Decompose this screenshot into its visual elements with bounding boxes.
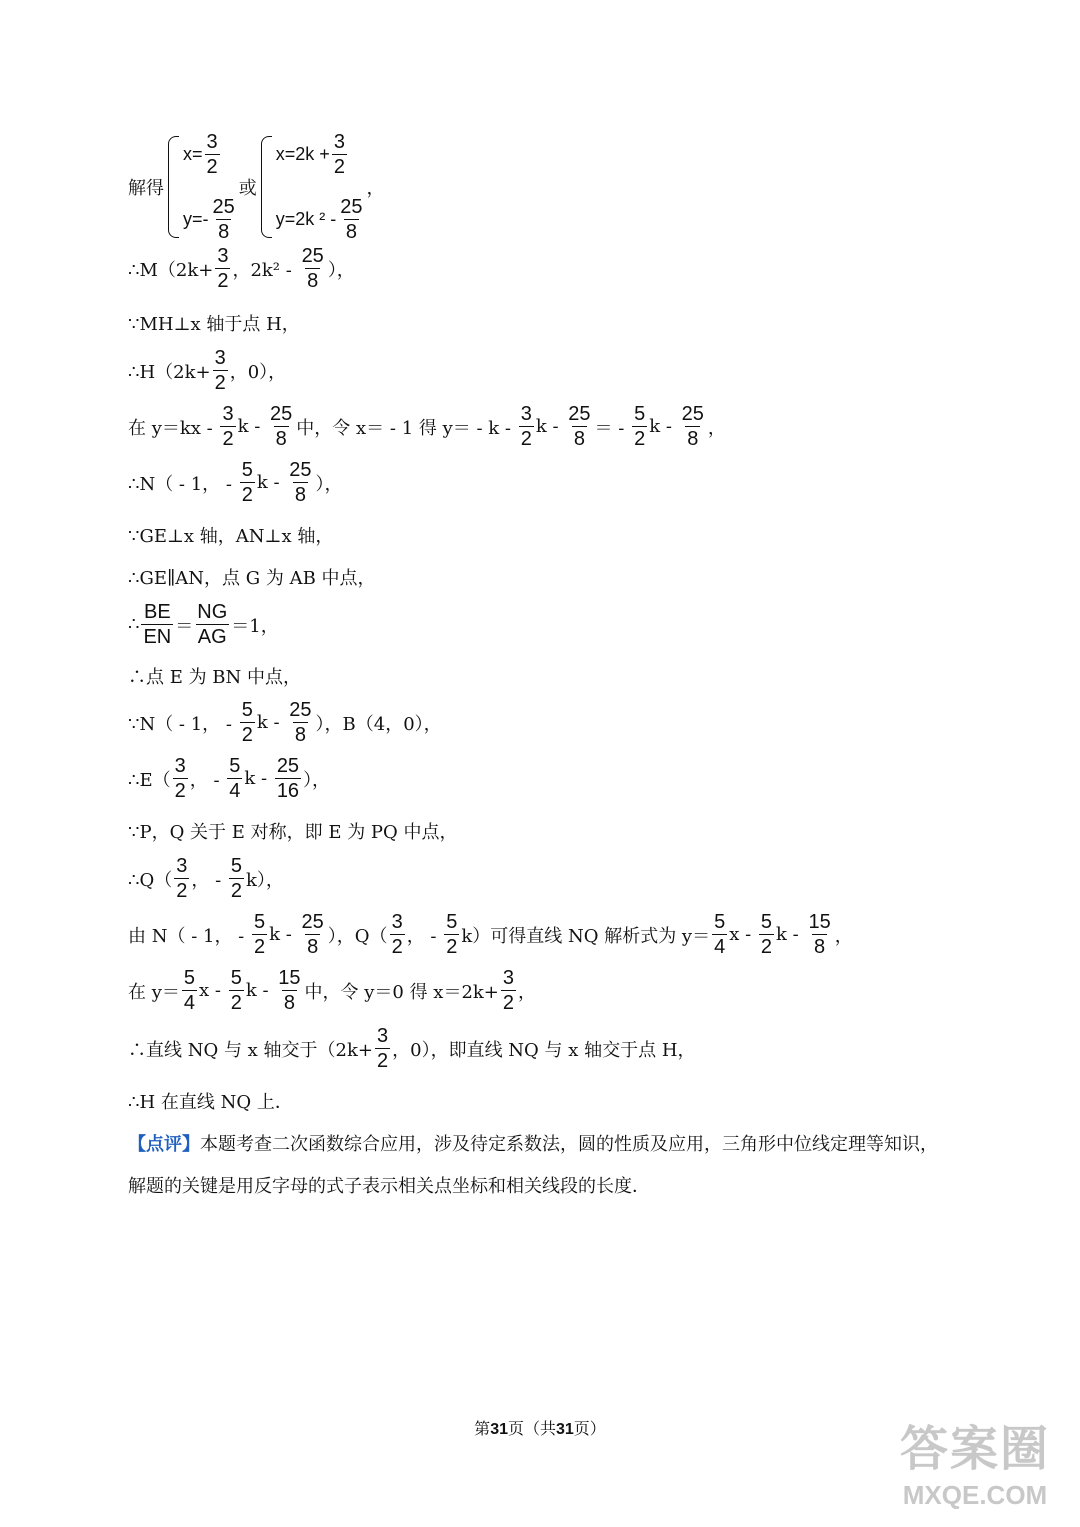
text: ， - bbox=[191, 869, 227, 891]
text: 解得 bbox=[128, 178, 164, 199]
num: 25 bbox=[340, 196, 363, 218]
line-y-kx bbox=[128, 404, 726, 449]
num: 3 bbox=[206, 131, 218, 153]
text: ∴M（2k+ bbox=[128, 259, 214, 281]
line-q bbox=[128, 856, 284, 901]
text: ∵GE⊥x 轴，AN⊥x 轴， bbox=[128, 526, 334, 547]
den: 16 bbox=[276, 780, 300, 802]
den: 8 bbox=[814, 936, 826, 958]
den: 2 bbox=[391, 936, 403, 958]
num: 5 bbox=[760, 911, 773, 933]
num: 25 bbox=[301, 911, 324, 933]
text: k）可得直线 NQ 解析式为 y＝ bbox=[461, 925, 711, 947]
den: AG bbox=[197, 626, 227, 648]
den: 4 bbox=[714, 936, 726, 958]
line-e bbox=[128, 756, 330, 801]
text: ∴ bbox=[128, 614, 140, 635]
text: 解题的关键是用反字母的式子表示相关点坐标和相关线段的长度． bbox=[128, 1176, 650, 1197]
text: x - bbox=[199, 980, 227, 1001]
num: 25 bbox=[212, 196, 235, 218]
text: 中，令 y＝0 得 x＝2k+ bbox=[304, 981, 499, 1003]
den: 8 bbox=[294, 724, 306, 746]
left-brace bbox=[261, 136, 272, 238]
num: 5 bbox=[714, 911, 726, 933]
den: 4 bbox=[183, 992, 196, 1014]
eq-x: x= bbox=[183, 144, 203, 164]
num: 5 bbox=[241, 459, 253, 481]
text: ∴GE∥AN，点 G 为 AB 中点， bbox=[128, 568, 376, 589]
den: 2 bbox=[214, 372, 226, 394]
num: 5 bbox=[241, 699, 253, 721]
num: 3 bbox=[174, 755, 186, 777]
den: 8 bbox=[573, 428, 585, 450]
text: k - bbox=[256, 712, 286, 733]
text: k - bbox=[535, 416, 565, 437]
text: ），Q（ bbox=[327, 925, 388, 947]
comment-line-1 bbox=[128, 1130, 938, 1156]
line-pq bbox=[128, 818, 458, 844]
num: 3 bbox=[391, 911, 403, 933]
text: ＝ - bbox=[594, 417, 631, 439]
num: 5 bbox=[183, 967, 196, 989]
num: 5 bbox=[229, 755, 241, 777]
line-n bbox=[128, 460, 343, 505]
den: 8 bbox=[218, 221, 230, 243]
text: ， bbox=[834, 925, 853, 947]
den: 8 bbox=[307, 936, 319, 958]
num: 3 bbox=[377, 1025, 389, 1047]
watermark-url: MXQE.COM bbox=[902, 1480, 1048, 1510]
line-parallel bbox=[128, 564, 376, 590]
line-conclusion bbox=[128, 1088, 293, 1114]
text: 第 bbox=[474, 1419, 491, 1438]
text: ＝ bbox=[175, 615, 194, 637]
num: 25 bbox=[681, 403, 704, 425]
den: 8 bbox=[283, 992, 295, 1014]
text: k - bbox=[649, 416, 678, 437]
text: 页（共 bbox=[507, 1419, 556, 1438]
line-y0 bbox=[128, 968, 536, 1013]
den: 8 bbox=[687, 428, 699, 450]
text: 中，令 x＝ - 1 得 y＝ - k - bbox=[296, 417, 517, 439]
num: 15 bbox=[808, 911, 831, 933]
left-brace bbox=[168, 136, 179, 238]
line-m bbox=[128, 246, 355, 291]
text: 或 bbox=[238, 178, 257, 199]
text: ， bbox=[366, 178, 385, 199]
num: BE bbox=[144, 601, 171, 623]
num: 5 bbox=[230, 855, 242, 877]
text: ， bbox=[707, 417, 726, 439]
text: ∴E（ bbox=[128, 769, 171, 791]
den: 2 bbox=[241, 724, 253, 746]
eq-y: y=2k ² - bbox=[275, 209, 337, 229]
den: 8 bbox=[307, 270, 319, 292]
line-intersect bbox=[128, 1026, 696, 1071]
comment-line-2 bbox=[128, 1172, 650, 1198]
text: ∵MH⊥x 轴于点 H， bbox=[128, 314, 300, 335]
eq-x: x=2k + bbox=[275, 144, 330, 164]
den: 2 bbox=[377, 1050, 389, 1072]
den: 2 bbox=[446, 936, 458, 958]
num: 25 bbox=[568, 403, 591, 425]
line-h bbox=[128, 348, 286, 393]
num: 5 bbox=[230, 967, 242, 989]
line-e-mid bbox=[128, 663, 301, 689]
den: 2 bbox=[174, 780, 186, 802]
den: 2 bbox=[230, 992, 242, 1014]
den: 2 bbox=[634, 428, 646, 450]
den: 2 bbox=[217, 270, 229, 292]
den: 8 bbox=[294, 484, 306, 506]
num: 25 bbox=[289, 459, 312, 481]
text: ， - bbox=[189, 769, 226, 791]
text: ∴N（ - 1， - bbox=[128, 473, 238, 495]
text: ∵P，Q 关于 E 对称，即 E 为 PQ 中点， bbox=[128, 822, 458, 843]
den: 2 bbox=[230, 880, 242, 902]
text: 页） bbox=[573, 1419, 606, 1438]
num: NG bbox=[197, 601, 228, 623]
text: ∴直线 NQ 与 x 轴交于（2k+ bbox=[128, 1039, 373, 1061]
text: ， bbox=[518, 981, 537, 1003]
line-nq bbox=[128, 912, 853, 957]
text: ， - bbox=[406, 925, 443, 947]
text: ∴H（2k+ bbox=[128, 361, 211, 383]
page-number: 31 bbox=[490, 1421, 508, 1438]
den: 8 bbox=[345, 221, 357, 243]
den: 2 bbox=[176, 880, 188, 902]
text: k - bbox=[256, 472, 286, 493]
den: 8 bbox=[275, 428, 287, 450]
text: ∵N（ - 1， - bbox=[128, 713, 238, 735]
num: 3 bbox=[214, 347, 226, 369]
den: 4 bbox=[229, 780, 241, 802]
eq-y: y=- bbox=[183, 209, 209, 229]
text: ）， bbox=[303, 769, 331, 791]
line-ge-an bbox=[128, 522, 333, 548]
system-right bbox=[276, 132, 367, 242]
den: 2 bbox=[520, 428, 532, 450]
den: 2 bbox=[253, 936, 266, 958]
line-n-b bbox=[128, 700, 442, 745]
den: 2 bbox=[333, 156, 345, 178]
line-ratio bbox=[128, 602, 279, 647]
text: k - bbox=[269, 924, 298, 945]
text: ＝1， bbox=[231, 615, 279, 637]
watermark-logo bbox=[880, 1420, 1070, 1520]
num: 5 bbox=[253, 911, 266, 933]
text: ，2k² - bbox=[232, 259, 298, 281]
num: 25 bbox=[270, 403, 293, 425]
num: 25 bbox=[289, 699, 312, 721]
text: k - bbox=[237, 416, 267, 437]
num: 5 bbox=[634, 403, 646, 425]
comment-tag: 【点评】 bbox=[128, 1134, 200, 1155]
den: EN bbox=[143, 626, 172, 648]
solution-system-line bbox=[128, 132, 385, 242]
text: 由 N（ - 1， - bbox=[128, 925, 250, 947]
text: ）， bbox=[315, 473, 343, 495]
text: ，0）， bbox=[229, 361, 287, 383]
num: 5 bbox=[446, 911, 458, 933]
text: ∴点 E 为 BN 中点， bbox=[128, 667, 302, 688]
den: 2 bbox=[222, 428, 234, 450]
den: 2 bbox=[760, 936, 773, 958]
text: ）， bbox=[327, 259, 355, 281]
system-left bbox=[183, 132, 239, 242]
text: k）， bbox=[246, 869, 284, 891]
num: 25 bbox=[276, 755, 300, 777]
num: 3 bbox=[222, 403, 234, 425]
text: k - bbox=[244, 768, 273, 789]
num: 3 bbox=[520, 403, 532, 425]
num: 25 bbox=[301, 245, 324, 267]
line-mh bbox=[128, 310, 300, 336]
num: 3 bbox=[176, 855, 188, 877]
text: ∴Q（ bbox=[128, 869, 173, 891]
den: 2 bbox=[241, 484, 253, 506]
text: ∴H 在直线 NQ 上． bbox=[128, 1092, 293, 1113]
text: 本题考查二次函数综合应用，涉及待定系数法，圆的性质及应用，三角形中位线定理等知识， bbox=[200, 1134, 938, 1155]
num: 3 bbox=[502, 967, 515, 989]
den: 2 bbox=[206, 156, 218, 178]
den: 2 bbox=[502, 992, 515, 1014]
num: 3 bbox=[333, 131, 345, 153]
text: x - bbox=[729, 924, 757, 945]
num: 3 bbox=[217, 245, 229, 267]
text: k - bbox=[776, 924, 805, 945]
page-total: 31 bbox=[556, 1421, 574, 1438]
text: ，0），即直线 NQ 与 x 轴交于点 H， bbox=[392, 1039, 696, 1061]
num: 15 bbox=[278, 967, 301, 989]
text: k - bbox=[245, 980, 275, 1001]
text: 在 y＝ bbox=[128, 981, 180, 1003]
text: 在 y＝kx - bbox=[128, 417, 219, 439]
text: ），B（4，0）， bbox=[315, 713, 442, 735]
watermark-text: 答案圈 bbox=[899, 1423, 1050, 1476]
